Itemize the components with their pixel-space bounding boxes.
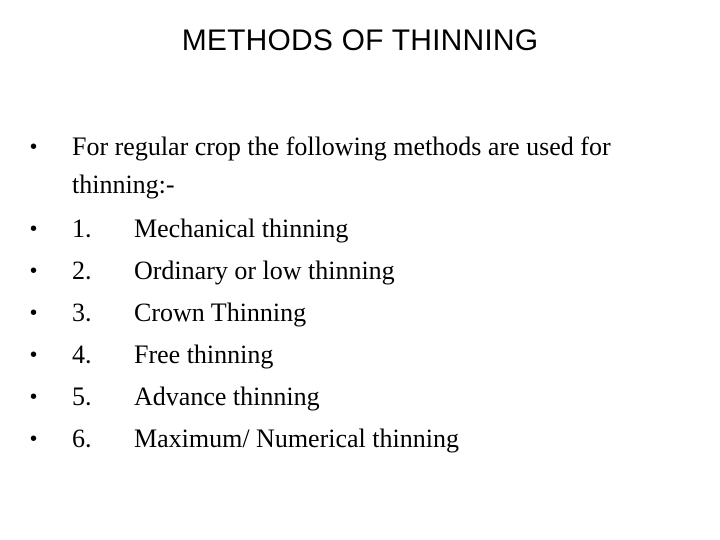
list-item: [30, 250, 690, 292]
list-item: [30, 292, 690, 334]
item-text: Crown Thinning: [134, 298, 307, 327]
bullet-dot-icon: •: [30, 428, 38, 450]
item-number: 3.: [72, 298, 92, 327]
item-text: Maximum/ Numerical thinning: [134, 424, 459, 453]
bullet-dot-icon: •: [30, 136, 38, 158]
item-text: Ordinary or low thinning: [134, 256, 395, 285]
slide-title: METHODS OF THINNING: [181, 24, 539, 57]
intro-text: For regular crop the following methods are used for thinning:-: [72, 132, 611, 199]
item-number: 6.: [72, 424, 92, 453]
bullet-dot-icon: •: [30, 302, 38, 324]
bullet-dot-icon: •: [30, 218, 38, 240]
list-item: [30, 376, 690, 418]
item-number: 4.: [72, 340, 92, 369]
item-text: Advance thinning: [134, 382, 320, 411]
item-text: Free thinning: [134, 340, 274, 369]
bullet-dot-icon: •: [30, 260, 38, 282]
list-item: [30, 418, 690, 460]
item-number: 1.: [72, 214, 92, 243]
item-number: 5.: [72, 382, 92, 411]
bullet-intro: [30, 128, 690, 204]
list-item: [30, 208, 690, 250]
bullet-dot-icon: •: [30, 386, 38, 408]
bullet-list: [30, 128, 690, 460]
list-item: [30, 334, 690, 376]
item-number: 2.: [72, 256, 92, 285]
item-text: Mechanical thinning: [134, 214, 349, 243]
bullet-dot-icon: •: [30, 344, 38, 366]
